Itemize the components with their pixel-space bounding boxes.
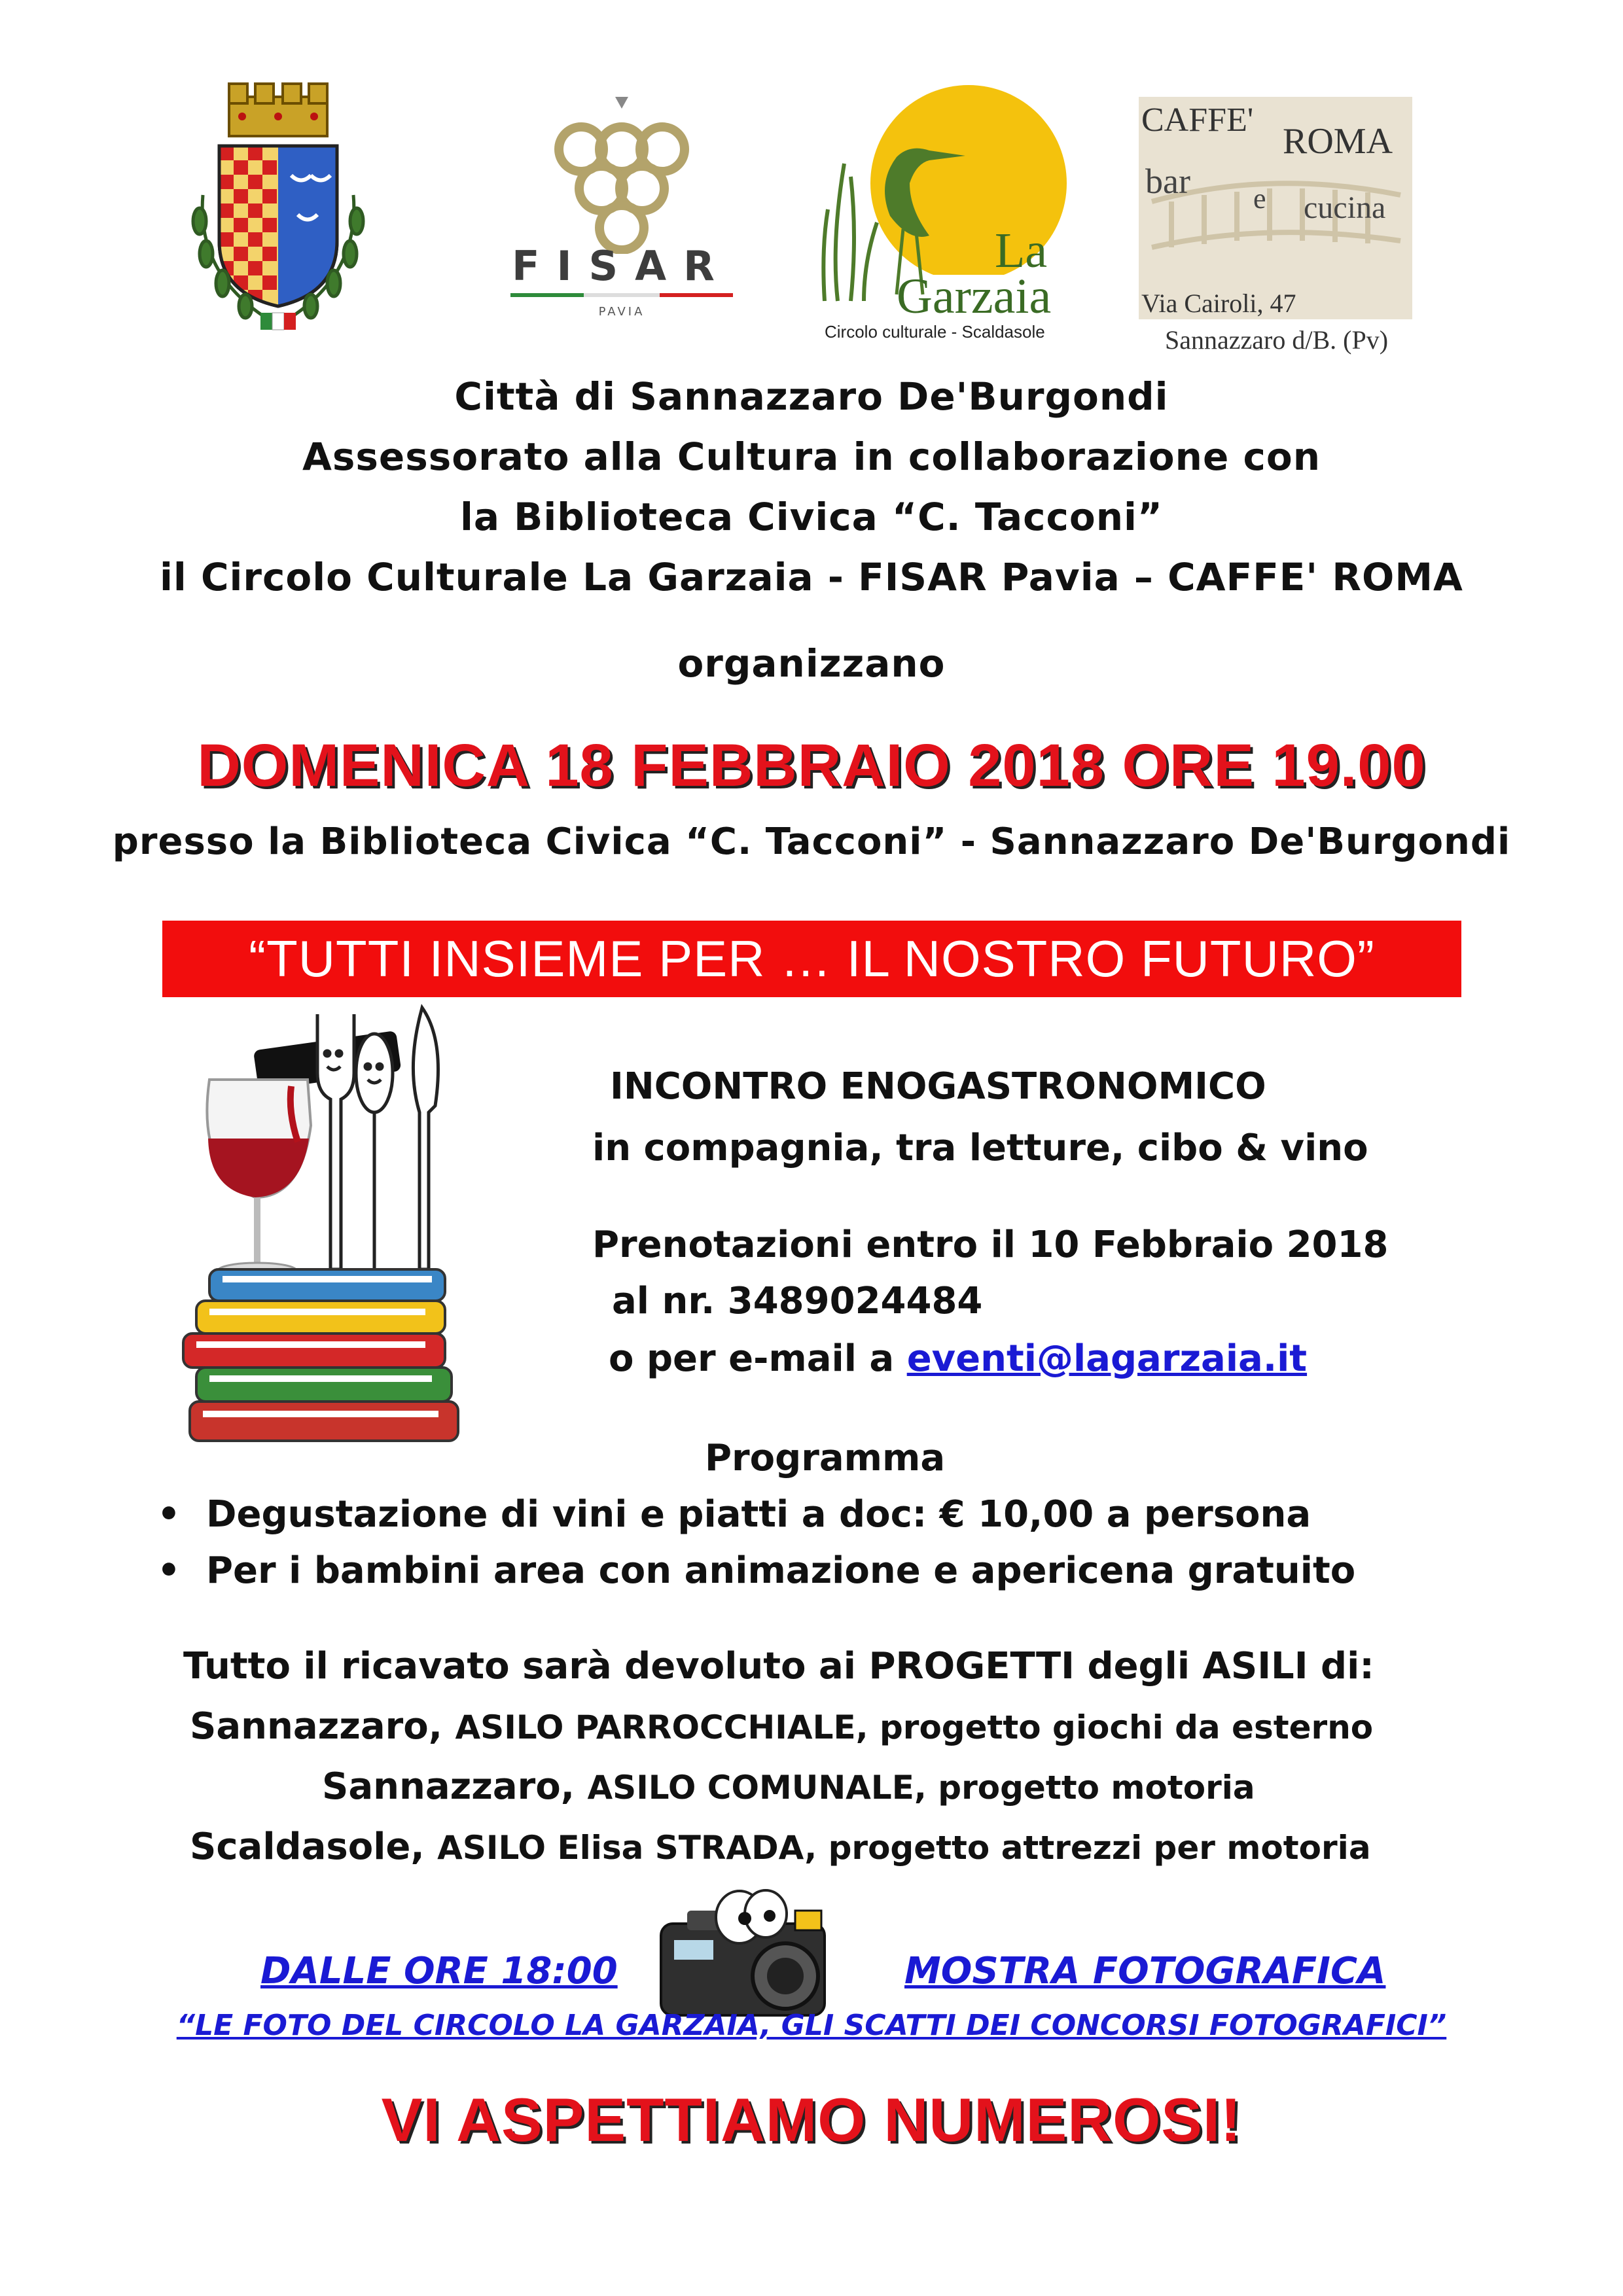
caffe-line2: ROMA [1283, 121, 1393, 162]
caffe-e: e [1253, 183, 1266, 215]
caffe-roma-logo [1139, 97, 1414, 359]
event-location: presso la Biblioteca Civica “C. Tacconi” - Sannazzaro De'Burgondi [112, 821, 1511, 863]
grapes-icon [497, 90, 746, 254]
details-booking: Prenotazioni entro il 10 Febbraio 2018 [592, 1224, 1389, 1266]
header-line-3: la Biblioteca Civica “C. Tacconi” [459, 495, 1164, 539]
organizzano: organizzano [677, 641, 946, 686]
books-stack-icon [183, 1269, 458, 1441]
proceeds-detail: ASILO COMUNALE, progetto motoria [587, 1769, 1255, 1807]
photo-time[interactable]: DALLE ORE 18:00 [260, 1950, 618, 1992]
proceeds-place: Sannazzaro, [190, 1705, 442, 1748]
proceeds-place: Scaldasole, [190, 1826, 425, 1868]
event-date-time: DOMENICA 18 FEBBRAIO 2018 ORE 19.00 [197, 732, 1426, 799]
details-subtitle: in compagnia, tra letture, cibo & vino [592, 1127, 1368, 1169]
proceeds-row [322, 1765, 1255, 1808]
program-title: Programma [705, 1437, 946, 1479]
details-email-row [609, 1337, 1307, 1380]
proceeds-intro: Tutto il ricavato sarà devoluto ai PROGETTI degli ASILI di: [183, 1645, 1374, 1687]
fisar-sub: PAVIA [598, 305, 645, 319]
proceeds-row [190, 1826, 1371, 1868]
photo-caption[interactable]: “LE FOTO DEL CIRCOLO LA GARZAIA, GLI SCATTI DEI CONCORSI FOTOGRAFICI” [176, 2009, 1447, 2042]
header-line-1: Città di Sannazzaro De'Burgondi [454, 374, 1169, 419]
details-phone: al nr. 3489024484 [612, 1280, 983, 1322]
photo-show[interactable]: MOSTRA FOTOGRAFICA [904, 1950, 1386, 1992]
header-line-4: il Circolo Culturale La Garzaia - FISAR Pavia – CAFFE' ROMA [160, 555, 1463, 599]
coat-of-arms-logo [177, 77, 380, 339]
bullet: • [157, 1549, 181, 1592]
wine-books-illustration [170, 1001, 524, 1446]
crown-icon [229, 84, 327, 136]
garzaia-title: Garzaia [897, 269, 1052, 324]
bullet: • [157, 1493, 181, 1536]
header-line-2: Assessorato alla Cultura in collaborazione con [302, 434, 1321, 479]
proceeds-detail: ASILO Elisa STRADA, progetto attrezzi per motoria [437, 1829, 1371, 1867]
proceeds-place: Sannazzaro, [322, 1765, 575, 1808]
garzaia-la: La [995, 223, 1048, 278]
caffe-addr2: Sannazzaro d/B. (Pv) [1165, 325, 1389, 355]
garzaia-sub: Circolo culturale - Scaldasole [825, 322, 1045, 342]
fisar-logo [497, 90, 746, 326]
camera-icon [648, 1884, 844, 2022]
program-item-text: Per i bambini area con animazione e apericena gratuito [206, 1549, 1356, 1592]
program-item-text: Degustazione di vini e piatti a doc: € 10,00 a persona [206, 1493, 1311, 1536]
caffe-bar: bar [1145, 162, 1190, 201]
wine-glass-icon [207, 1080, 311, 1279]
details-title: INCONTRO ENOGASTRONOMICO [610, 1065, 1266, 1108]
event-banner: “TUTTI INSIEME PER … IL NOSTRO FUTURO” [162, 921, 1461, 997]
email-link[interactable]: eventi@lagarzaia.it [906, 1337, 1308, 1380]
cutlery-characters-icon [317, 1008, 438, 1269]
program-item [157, 1549, 1355, 1592]
fisar-name: FISAR [512, 242, 732, 290]
proceeds-row [190, 1705, 1373, 1748]
program-item [157, 1493, 1311, 1536]
shield-icon [219, 146, 337, 309]
ribbon-icon [260, 313, 296, 330]
caffe-line1: CAFFE' [1141, 101, 1254, 139]
italian-flag-stripe [510, 293, 733, 297]
caffe-cucina: cucina [1304, 190, 1386, 225]
caffe-addr1: Via Cairoli, 47 [1141, 289, 1296, 318]
closing-message: VI ASPETTIAMO NUMEROSI! [381, 2085, 1242, 2154]
garzaia-logo [812, 79, 1073, 353]
proceeds-detail: ASILO PARROCCHIALE, progetto giochi da esterno [455, 1708, 1374, 1746]
details-email-prefix: o per e-mail a [609, 1337, 907, 1380]
